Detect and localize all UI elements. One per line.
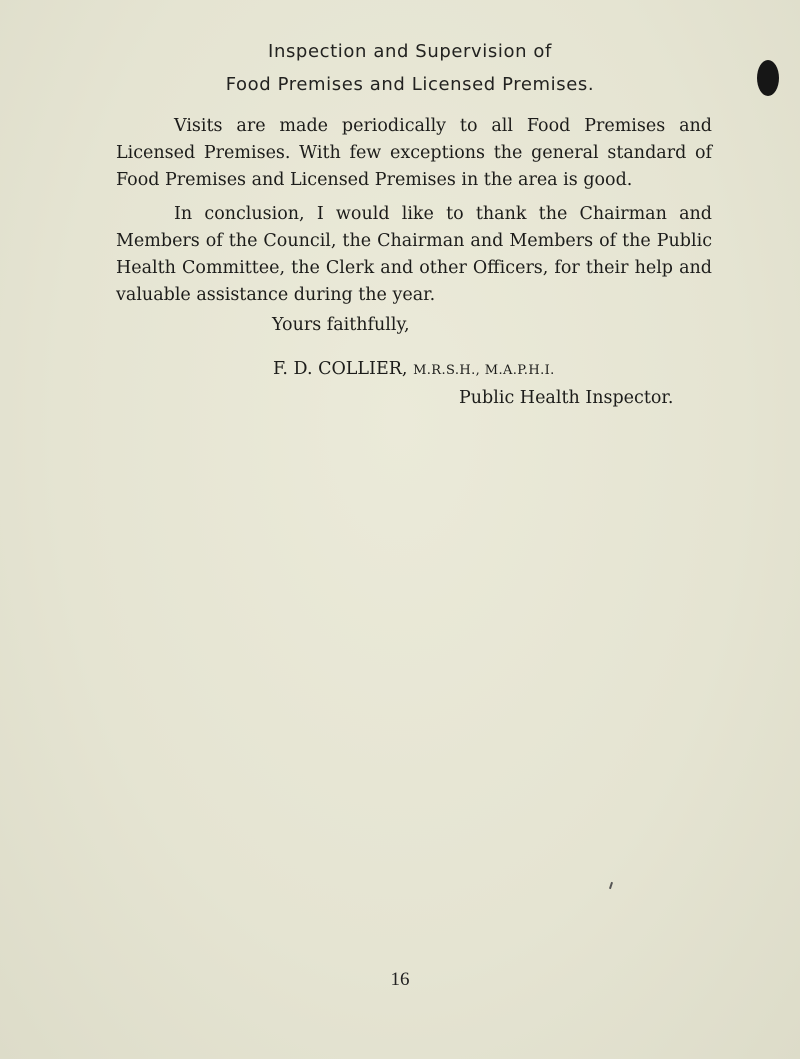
paragraph-conclusion: In conclusion, I would like to thank the Chairman and Members of the Council, the Chairman and Members of the Public Health Committee, the Clerk and other Officers, for their help and valuable assistance during the year. [116, 204, 712, 305]
signatory-name: F. D. COLLIER, [273, 359, 408, 379]
section-heading-line-1: Inspection and Supervision of [268, 41, 552, 62]
stray-mark [609, 882, 613, 889]
signatory-title: Public Health Inspector. [459, 388, 674, 408]
paragraph-visits: Visits are made periodically to all Food Premises and Licensed Premises. With few exceptions the general standard of Food Premises and Licensed Premises in the area is good. [116, 116, 712, 190]
section-heading-line-2: Food Premises and Licensed Premises. [225, 74, 595, 95]
signature-line [273, 359, 555, 379]
signatory-qualifications: M.R.S.H., M.A.P.H.I. [413, 363, 555, 378]
letter-closing: Yours faithfully, [272, 315, 410, 335]
page-number: 16 [390, 969, 410, 990]
